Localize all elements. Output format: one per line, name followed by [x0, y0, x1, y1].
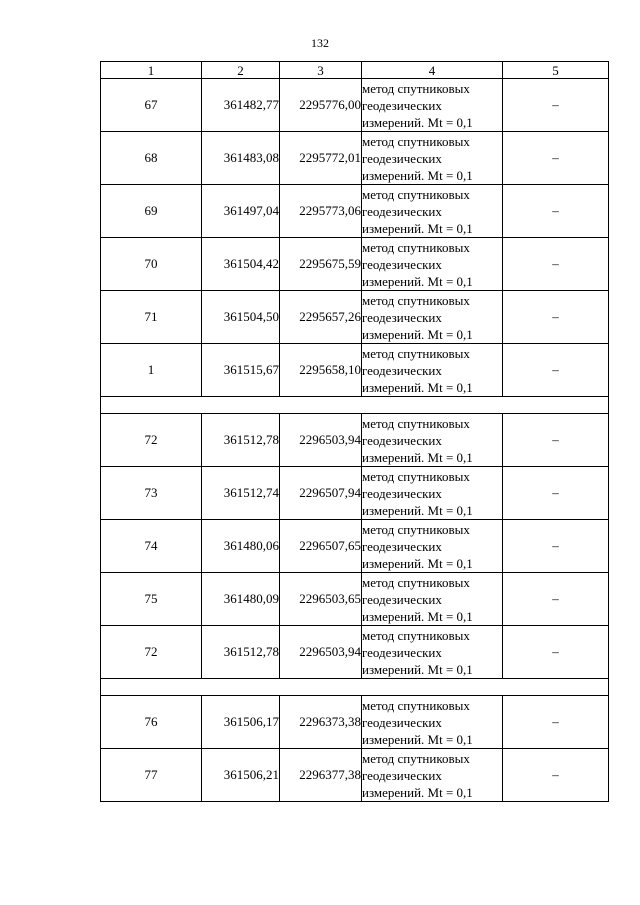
method-line: измерений. Mt = 0,1 [362, 326, 473, 342]
method-line: метод спутниковых [362, 697, 470, 713]
header-row [101, 62, 609, 79]
x-coordinate-cell: 361482,77 [202, 79, 280, 132]
method-line: геодезических [362, 203, 442, 219]
x-coordinate-cell: 361504,50 [202, 291, 280, 344]
table-row [101, 185, 609, 238]
table-row [101, 79, 609, 132]
y-coordinate-cell: 2295675,59 [280, 238, 362, 291]
note-cell: – [503, 626, 609, 679]
x-coordinate-cell: 361515,67 [202, 344, 280, 397]
header-col-3: 3 [280, 62, 362, 79]
note-cell: – [503, 520, 609, 573]
page-number: 132 [311, 36, 329, 50]
method-line: метод спутниковых [362, 345, 470, 361]
point-number-cell: 76 [101, 696, 202, 749]
y-coordinate-cell: 2296503,94 [280, 626, 362, 679]
method-cell [362, 520, 503, 573]
table-row [101, 696, 609, 749]
point-number-cell: 70 [101, 238, 202, 291]
y-coordinate-cell: 2295773,06 [280, 185, 362, 238]
x-coordinate-cell: 361506,21 [202, 749, 280, 802]
y-coordinate-cell: 2295772,01 [280, 132, 362, 185]
point-number-cell: 68 [101, 132, 202, 185]
point-number-cell: 69 [101, 185, 202, 238]
point-number-cell: 67 [101, 79, 202, 132]
table-row [101, 467, 609, 520]
method-line: геодезических [362, 485, 442, 501]
x-coordinate-cell: 361480,09 [202, 573, 280, 626]
method-line: измерений. Mt = 0,1 [362, 661, 473, 677]
note-cell: – [503, 467, 609, 520]
method-line: метод спутниковых [362, 574, 470, 590]
point-number-cell: 75 [101, 573, 202, 626]
method-line: геодезических [362, 150, 442, 166]
y-coordinate-cell: 2296373,38 [280, 696, 362, 749]
method-line: метод спутниковых [362, 627, 470, 643]
method-line: геодезических [362, 432, 442, 448]
method-line: метод спутниковых [362, 521, 470, 537]
method-line: измерений. Mt = 0,1 [362, 784, 473, 800]
method-cell [362, 626, 503, 679]
table-row [101, 573, 609, 626]
method-line: геодезических [362, 538, 442, 554]
x-coordinate-cell: 361497,04 [202, 185, 280, 238]
method-line: геодезических [362, 714, 442, 730]
method-line: геодезических [362, 97, 442, 113]
header-col-5: 5 [503, 62, 609, 79]
x-coordinate-cell: 361480,06 [202, 520, 280, 573]
method-line: метод спутниковых [362, 186, 470, 202]
note-cell: – [503, 573, 609, 626]
y-coordinate-cell: 2295776,00 [280, 79, 362, 132]
point-number-cell: 77 [101, 749, 202, 802]
header-col-2: 2 [202, 62, 280, 79]
point-number-cell: 71 [101, 291, 202, 344]
method-line: метод спутниковых [362, 133, 470, 149]
method-cell [362, 238, 503, 291]
point-number-cell: 72 [101, 626, 202, 679]
method-cell [362, 185, 503, 238]
table-row [101, 238, 609, 291]
method-line: геодезических [362, 362, 442, 378]
table-row [101, 291, 609, 344]
note-cell: – [503, 291, 609, 344]
coordinates-table [100, 61, 609, 802]
x-coordinate-cell: 361512,78 [202, 414, 280, 467]
x-coordinate-cell: 361504,42 [202, 238, 280, 291]
method-line: метод спутниковых [362, 239, 470, 255]
y-coordinate-cell: 2296503,94 [280, 414, 362, 467]
method-line: измерений. Mt = 0,1 [362, 379, 473, 395]
separator-row [101, 397, 609, 414]
method-line: геодезических [362, 591, 442, 607]
point-number-cell: 1 [101, 344, 202, 397]
method-cell [362, 291, 503, 344]
x-coordinate-cell: 361512,74 [202, 467, 280, 520]
x-coordinate-cell: 361512,78 [202, 626, 280, 679]
y-coordinate-cell: 2295658,10 [280, 344, 362, 397]
table-row [101, 132, 609, 185]
y-coordinate-cell: 2296377,38 [280, 749, 362, 802]
separator-cell [101, 397, 609, 414]
point-number-cell: 73 [101, 467, 202, 520]
method-cell [362, 696, 503, 749]
y-coordinate-cell: 2296503,65 [280, 573, 362, 626]
method-cell [362, 467, 503, 520]
method-cell [362, 749, 503, 802]
point-number-cell: 72 [101, 414, 202, 467]
note-cell: – [503, 749, 609, 802]
method-line: измерений. Mt = 0,1 [362, 114, 473, 130]
header-col-4: 4 [362, 62, 503, 79]
method-cell [362, 414, 503, 467]
method-cell [362, 132, 503, 185]
method-cell [362, 79, 503, 132]
method-line: метод спутниковых [362, 750, 470, 766]
method-cell [362, 573, 503, 626]
table-row [101, 414, 609, 467]
method-cell [362, 344, 503, 397]
method-line: геодезических [362, 767, 442, 783]
point-number-cell: 74 [101, 520, 202, 573]
method-line: метод спутниковых [362, 292, 470, 308]
table-row [101, 520, 609, 573]
table-row [101, 626, 609, 679]
method-line: геодезических [362, 644, 442, 660]
note-cell: – [503, 79, 609, 132]
method-line: геодезических [362, 256, 442, 272]
x-coordinate-cell: 361506,17 [202, 696, 280, 749]
y-coordinate-cell: 2296507,94 [280, 467, 362, 520]
method-line: метод спутниковых [362, 415, 470, 431]
note-cell: – [503, 344, 609, 397]
method-line: измерений. Mt = 0,1 [362, 502, 473, 518]
note-cell: – [503, 696, 609, 749]
table-body [101, 79, 609, 802]
table-header [101, 62, 609, 79]
note-cell: – [503, 132, 609, 185]
note-cell: – [503, 238, 609, 291]
method-line: измерений. Mt = 0,1 [362, 449, 473, 465]
method-line: измерений. Mt = 0,1 [362, 555, 473, 571]
header-col-1: 1 [101, 62, 202, 79]
y-coordinate-cell: 2295657,26 [280, 291, 362, 344]
separator-row [101, 679, 609, 696]
table-row [101, 749, 609, 802]
method-line: метод спутниковых [362, 80, 470, 96]
method-line: измерений. Mt = 0,1 [362, 220, 473, 236]
separator-cell [101, 679, 609, 696]
method-line: измерений. Mt = 0,1 [362, 731, 473, 747]
note-cell: – [503, 185, 609, 238]
table-row [101, 344, 609, 397]
method-line: измерений. Mt = 0,1 [362, 608, 473, 624]
method-line: измерений. Mt = 0,1 [362, 167, 473, 183]
method-line: измерений. Mt = 0,1 [362, 273, 473, 289]
note-cell: – [503, 414, 609, 467]
y-coordinate-cell: 2296507,65 [280, 520, 362, 573]
method-line: метод спутниковых [362, 468, 470, 484]
x-coordinate-cell: 361483,08 [202, 132, 280, 185]
method-line: геодезических [362, 309, 442, 325]
